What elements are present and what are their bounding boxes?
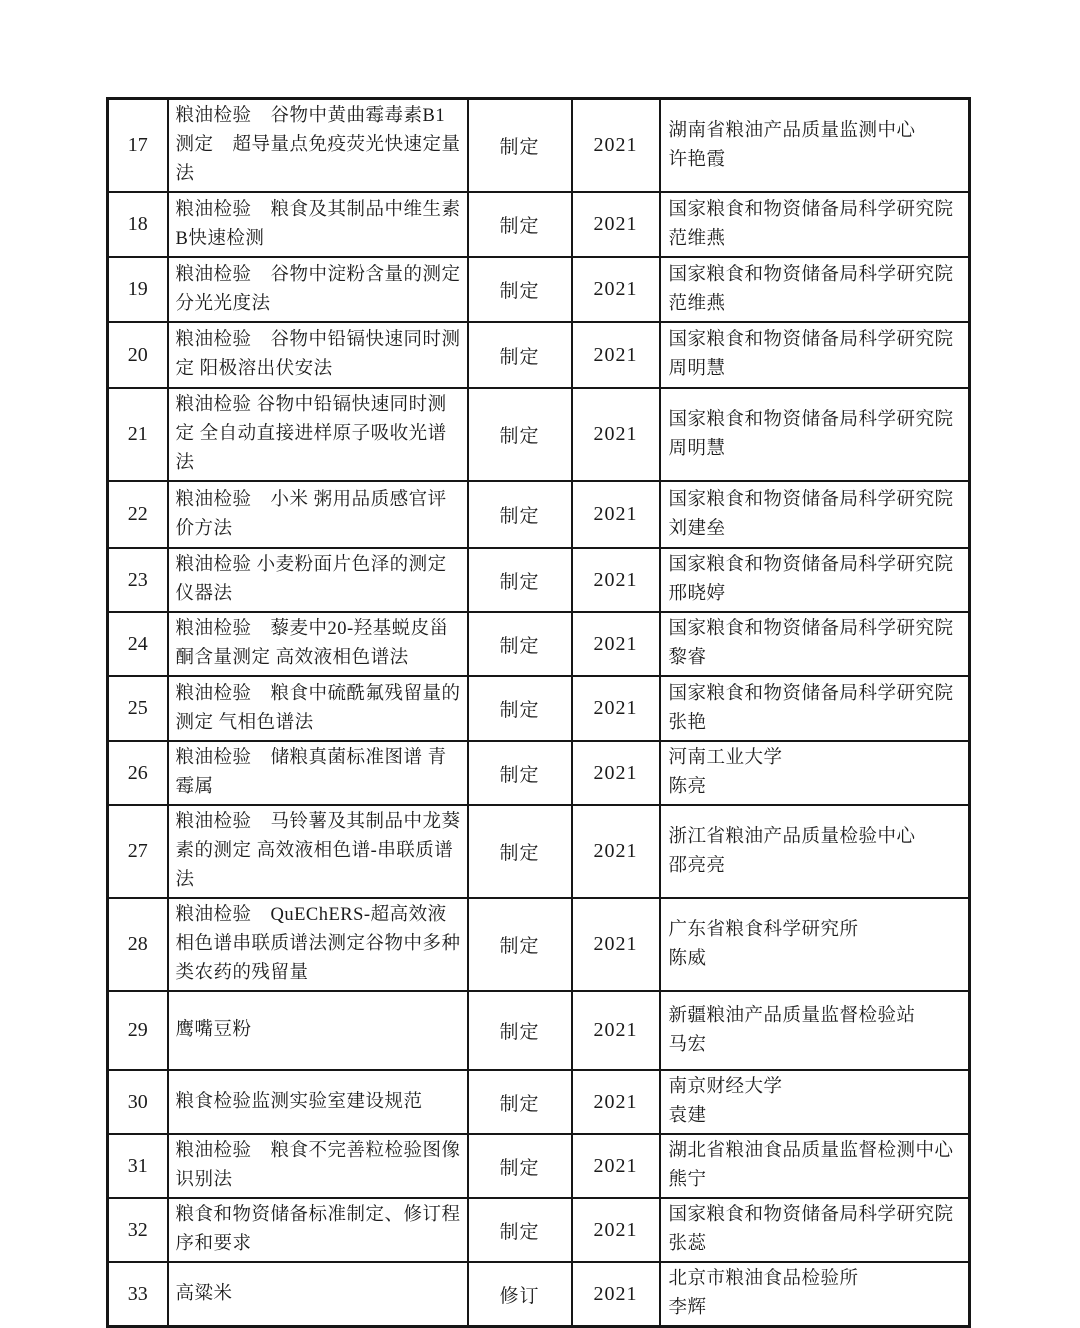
org-name: 浙江省粮油产品质量检验中心 (668, 826, 916, 847)
plan-year: 2021 (572, 676, 660, 741)
person-name: 范维燕 (668, 293, 726, 314)
org-cell (660, 1134, 970, 1198)
person-name: 袁建 (668, 1106, 707, 1126)
person-name: 邵亮亮 (668, 855, 726, 876)
table-row (108, 612, 970, 676)
plan-year: 2021 (572, 481, 660, 548)
person-name: 张艳 (668, 712, 707, 733)
org-name: 国家粮食和物资储备局科学研究院 (668, 683, 954, 704)
plan-year: 2021 (572, 388, 660, 481)
plan-type: 制定 (468, 612, 572, 676)
standard-name: 粮食检验监测实验室建设规范 (168, 1070, 468, 1134)
person-name: 陈威 (668, 948, 707, 969)
row-number: 20 (108, 322, 168, 388)
table-row (108, 898, 970, 991)
plan-year: 2021 (572, 1262, 660, 1327)
plan-type: 制定 (468, 676, 572, 741)
row-number: 17 (108, 99, 168, 193)
table-row (108, 99, 970, 193)
table-row (108, 1134, 970, 1198)
standard-name: 高粱米 (168, 1262, 468, 1327)
plan-year: 2021 (572, 322, 660, 388)
plan-type: 修订 (468, 1262, 572, 1327)
org-name: 国家粮食和物资储备局科学研究院 (668, 1205, 954, 1225)
row-number: 19 (108, 257, 168, 322)
org-cell (660, 1198, 970, 1262)
plan-type: 制定 (468, 388, 572, 481)
row-number: 21 (108, 388, 168, 481)
table-row (108, 481, 970, 548)
row-number: 26 (108, 741, 168, 805)
plan-type: 制定 (468, 805, 572, 898)
org-cell (660, 99, 970, 193)
plan-year: 2021 (572, 548, 660, 612)
plan-type: 制定 (468, 741, 572, 805)
org-name: 国家粮食和物资储备局科学研究院 (668, 555, 954, 575)
org-name: 湖北省粮油食品质量监督检测中心 (668, 1141, 954, 1161)
row-number: 31 (108, 1134, 168, 1198)
plan-type: 制定 (468, 481, 572, 548)
plan-type: 制定 (468, 548, 572, 612)
standard-name: 粮油检验 藜麦中20-羟基蜕皮甾酮含量测定 高效液相色谱法 (168, 612, 468, 676)
person-name: 周明慧 (668, 359, 726, 379)
org-cell (660, 1070, 970, 1134)
standard-name: 粮油检验 谷物中淀粉含量的测定 分光光度法 (168, 257, 468, 322)
person-name: 李辉 (668, 1298, 707, 1318)
plan-type: 制定 (468, 322, 572, 388)
org-name: 北京市粮油食品检验所 (668, 1269, 859, 1289)
org-name: 国家粮食和物资储备局科学研究院 (668, 199, 954, 220)
table-row (108, 192, 970, 257)
plan-type: 制定 (468, 257, 572, 322)
plan-type: 制定 (468, 99, 572, 193)
person-name: 周明慧 (668, 438, 726, 459)
table-row (108, 1198, 970, 1262)
plan-year: 2021 (572, 257, 660, 322)
standard-name: 鹰嘴豆粉 (168, 991, 468, 1070)
standards-table-container (106, 97, 971, 1328)
plan-type: 制定 (468, 192, 572, 257)
table-row (108, 1262, 970, 1327)
person-name: 熊宁 (668, 1170, 707, 1190)
standard-name: 粮油检验 储粮真菌标准图谱 青霉属 (168, 741, 468, 805)
plan-year: 2021 (572, 192, 660, 257)
plan-year: 2021 (572, 741, 660, 805)
person-name: 范维燕 (668, 228, 726, 249)
plan-type: 制定 (468, 1198, 572, 1262)
row-number: 27 (108, 805, 168, 898)
standards-table (106, 97, 971, 1328)
table-row (108, 257, 970, 322)
row-number: 24 (108, 612, 168, 676)
person-name: 马宏 (668, 1034, 707, 1055)
org-cell (660, 805, 970, 898)
standard-name: 粮油检验 QuEChERS-超高效液相色谱串联质谱法测定谷物中多种类农药的残留量 (168, 898, 468, 991)
standard-name: 粮油检验 谷物中铅镉快速同时测定 全自动直接进样原子吸收光谱法 (168, 388, 468, 481)
plan-type: 制定 (468, 1134, 572, 1198)
org-name: 河南工业大学 (668, 748, 783, 768)
org-cell (660, 481, 970, 548)
org-cell (660, 322, 970, 388)
org-cell (660, 898, 970, 991)
org-cell (660, 192, 970, 257)
org-name: 国家粮食和物资储备局科学研究院 (668, 489, 954, 510)
org-cell (660, 741, 970, 805)
org-cell (660, 388, 970, 481)
plan-year: 2021 (572, 612, 660, 676)
row-number: 25 (108, 676, 168, 741)
row-number: 23 (108, 548, 168, 612)
standard-name: 粮食和物资储备标准制定、修订程序和要求 (168, 1198, 468, 1262)
table-row (108, 548, 970, 612)
standard-name: 粮油检验 粮食及其制品中维生素B快速检测 (168, 192, 468, 257)
org-name: 国家粮食和物资储备局科学研究院 (668, 264, 954, 285)
plan-type: 制定 (468, 898, 572, 991)
person-name: 刘建垒 (668, 518, 726, 539)
plan-type: 制定 (468, 991, 572, 1070)
standard-name: 粮油检验 小麦粉面片色泽的测定 仪器法 (168, 548, 468, 612)
plan-type: 制定 (468, 1070, 572, 1134)
row-number: 18 (108, 192, 168, 257)
table-row (108, 676, 970, 741)
row-number: 29 (108, 991, 168, 1070)
person-name: 黎睿 (668, 648, 707, 668)
org-name: 国家粮食和物资储备局科学研究院 (668, 330, 954, 350)
plan-year: 2021 (572, 99, 660, 193)
plan-year: 2021 (572, 1134, 660, 1198)
table-row (108, 991, 970, 1070)
org-cell (660, 257, 970, 322)
org-name: 南京财经大学 (668, 1077, 783, 1097)
org-name: 国家粮食和物资储备局科学研究院 (668, 409, 954, 430)
plan-year: 2021 (572, 805, 660, 898)
person-name: 张蕊 (668, 1234, 707, 1254)
plan-year: 2021 (572, 991, 660, 1070)
standards-table-body (108, 99, 970, 1327)
standard-name: 粮油检验 谷物中黄曲霉毒素B1测定 超导量点免疫荧光快速定量法 (168, 99, 468, 193)
org-cell (660, 612, 970, 676)
row-number: 32 (108, 1198, 168, 1262)
org-name: 国家粮食和物资储备局科学研究院 (668, 619, 954, 639)
org-name: 广东省粮食科学研究所 (668, 919, 859, 940)
org-name: 新疆粮油产品质量监督检验站 (668, 1005, 916, 1026)
table-row (108, 322, 970, 388)
org-cell (660, 991, 970, 1070)
person-name: 邢晓婷 (668, 584, 726, 604)
table-row (108, 741, 970, 805)
plan-year: 2021 (572, 898, 660, 991)
standard-name: 粮油检验 粮食中硫酰氟残留量的测定 气相色谱法 (168, 676, 468, 741)
row-number: 33 (108, 1262, 168, 1327)
standard-name: 粮油检验 粮食不完善粒检验图像识别法 (168, 1134, 468, 1198)
standard-name: 粮油检验 谷物中铅镉快速同时测定 阳极溶出伏安法 (168, 322, 468, 388)
org-cell (660, 548, 970, 612)
row-number: 28 (108, 898, 168, 991)
table-row (108, 388, 970, 481)
plan-year: 2021 (572, 1070, 660, 1134)
person-name: 许艳霞 (668, 149, 726, 170)
table-row (108, 1070, 970, 1134)
standard-name: 粮油检验 小米 粥用品质感官评价方法 (168, 481, 468, 548)
row-number: 22 (108, 481, 168, 548)
row-number: 30 (108, 1070, 168, 1134)
standard-name: 粮油检验 马铃薯及其制品中龙葵素的测定 高效液相色谱-串联质谱法 (168, 805, 468, 898)
plan-year: 2021 (572, 1198, 660, 1262)
org-cell (660, 676, 970, 741)
person-name: 陈亮 (668, 777, 707, 797)
table-row (108, 805, 970, 898)
org-name: 湖南省粮油产品质量监测中心 (668, 120, 916, 141)
org-cell (660, 1262, 970, 1327)
